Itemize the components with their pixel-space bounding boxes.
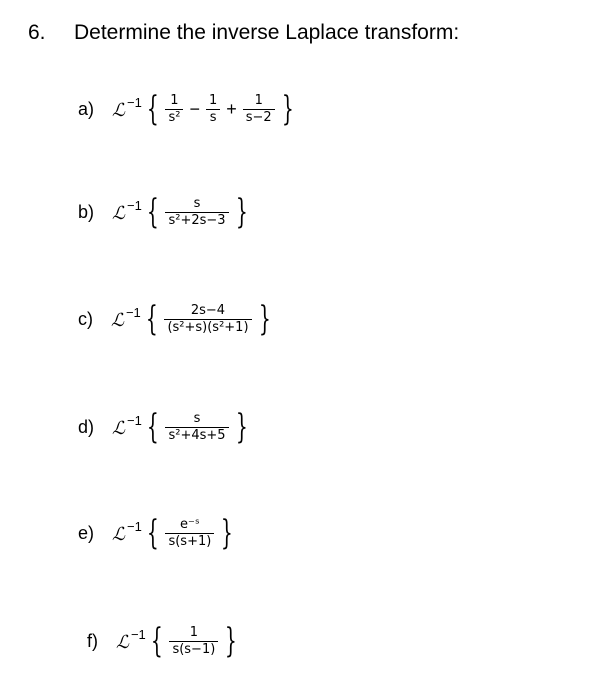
left-brace: { [146, 89, 159, 129]
item-f [87, 621, 242, 661]
fraction: $\frac{\text{e⁻ˢ}}{s(s+1)}$ [165, 517, 214, 550]
item-letter: f) [87, 630, 98, 651]
right-brace: } [221, 513, 234, 553]
operator-sign: + [226, 98, 237, 119]
item-d [78, 407, 252, 447]
item-a [78, 89, 298, 129]
laplace-operator: ℒ $^{-1}$ [116, 627, 146, 653]
fraction: $\frac{1}{s}$ [206, 93, 220, 126]
operator-sign: − [189, 98, 200, 119]
item-letter: b) [78, 201, 95, 222]
laplace-operator: ℒ $^{-1}$ [111, 305, 141, 331]
item-letter: a) [78, 98, 95, 119]
left-brace: { [146, 407, 159, 447]
left-brace: { [146, 513, 159, 553]
fraction: $\frac{1}{s-2}$ [243, 93, 275, 126]
laplace-operator: ℒ $^{-1}$ [112, 413, 142, 439]
fraction: $\frac{s}{\text{s²+4s+5}}$ [165, 411, 228, 444]
right-brace: } [281, 89, 294, 129]
problem-number: 6. [28, 21, 46, 44]
laplace-operator: ℒ $^{-1}$ [112, 519, 142, 545]
laplace-operator: ℒ $^{-1}$ [112, 198, 142, 224]
fraction: $\frac{1}{s(s-1)}$ [169, 625, 218, 658]
item-b [78, 192, 252, 232]
item-letter: c) [78, 308, 93, 329]
problem-heading [28, 21, 459, 45]
right-brace: } [235, 192, 248, 232]
fraction: $\frac{s}{\text{s²+2s−3}}$ [165, 196, 228, 229]
right-brace: } [235, 407, 248, 447]
laplace-operator: ℒ $^{-1}$ [112, 95, 142, 121]
left-brace: { [150, 621, 163, 661]
left-brace: { [146, 192, 159, 232]
fraction: $\frac{2s-4}{\text{(s²+s)(s²+1)}}$ [164, 303, 251, 336]
item-c [78, 299, 275, 339]
problem-title: Determine the inverse Laplace transform: [74, 21, 460, 44]
right-brace: } [258, 299, 271, 339]
left-brace: { [145, 299, 158, 339]
item-letter: e) [78, 522, 95, 543]
item-e [78, 513, 238, 553]
right-brace: } [225, 621, 238, 661]
fraction: $\frac{1}{\text{s²}}$ [165, 93, 183, 126]
item-letter: d) [78, 416, 95, 437]
